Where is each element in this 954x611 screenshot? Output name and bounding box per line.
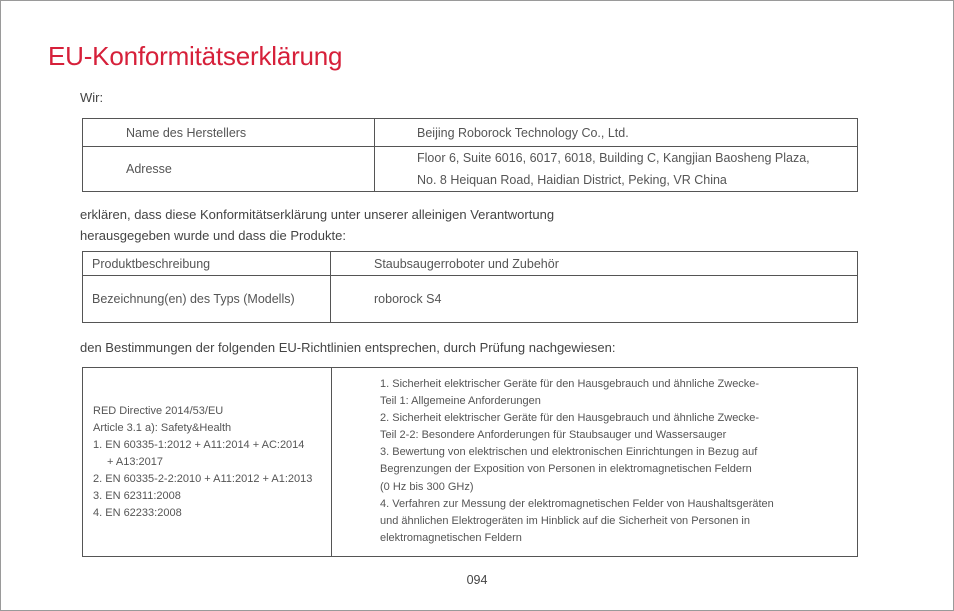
manufacturer-table xyxy=(82,118,858,192)
manufacturer-name-label: Name des Herstellers xyxy=(83,119,375,147)
address-label: Adresse xyxy=(83,147,375,192)
directive-standards xyxy=(83,368,332,557)
model-value: roborock S4 xyxy=(331,276,858,323)
description-line: elektromagnetischen Feldern xyxy=(380,531,522,544)
model-label: Bezeichnung(en) des Typs (Modells) xyxy=(83,276,331,323)
standard-line: Article 3.1 a): Safety&Health xyxy=(93,421,232,434)
address-line: Floor 6, Suite 6016, 6017, 6018, Building C, Kangjian Baosheng Plaza, xyxy=(417,151,810,165)
description-line: 1. Sicherheit elektrischer Geräte für den Hausgebrauch und ähnliche Zwecke- xyxy=(380,378,760,390)
table-row xyxy=(83,147,858,192)
description-line: 2. Sicherheit elektrischer Geräte für den Hausgebrauch und ähnliche Zwecke- xyxy=(380,412,760,425)
directive-descriptions xyxy=(332,368,858,557)
product-table xyxy=(82,251,858,323)
product-description-value: Staubsaugerroboter und Zubehör xyxy=(331,252,858,276)
description-line: 4. Verfahren zur Messung der elektromagnetischen Felder von Haushaltsgeräten xyxy=(380,497,774,510)
declaration-text xyxy=(80,204,780,246)
description-line: 3. Bewertung von elektrischen und elektronischen Einrichtungen in Bezug auf xyxy=(380,446,758,459)
manufacturer-name-value: Beijing Roborock Technology Co., Ltd. xyxy=(375,119,858,147)
table-row xyxy=(83,252,858,276)
description-line: Teil 1: Allgemeine Anforderungen xyxy=(380,395,541,408)
page-title: EU-Konformitätserklärung xyxy=(48,41,343,71)
declaration-line: erklären, dass diese Konformitätserklärung unter unserer alleinigen Verantwortung xyxy=(80,207,555,222)
intro-text: Wir: xyxy=(80,90,104,105)
standard-line: 1. EN 60335-1:2012 + A11:2014 + AC:2014 xyxy=(93,438,305,451)
description-line: und ähnlichen Elektrogeräten im Hinblick auf die Sicherheit von Personen in xyxy=(380,514,750,527)
directive-table xyxy=(82,367,858,557)
directive-statement: den Bestimmungen der folgenden EU-Richtlinien entsprechen, durch Prüfung nachgewiesen: xyxy=(80,340,616,355)
standard-line: + A13:2017 xyxy=(107,455,163,468)
table-row xyxy=(83,368,858,557)
description-line: Teil 2-2: Besondere Anforderungen für Staubsauger und Wassersauger xyxy=(380,429,727,442)
standard-line: 3. EN 62311:2008 xyxy=(93,489,181,502)
address-value xyxy=(375,147,858,192)
declaration-line: herausgegeben wurde und dass die Produkte: xyxy=(80,228,346,243)
address-line: No. 8 Heiquan Road, Haidian District, Peking, VR China xyxy=(417,173,727,187)
standard-line: RED Directive 2014/53/EU xyxy=(93,404,224,417)
table-row xyxy=(83,119,858,147)
description-line: (0 Hz bis 300 GHz) xyxy=(380,480,474,493)
description-line: Begrenzungen der Exposition von Personen in elektromagnetischen Feldern xyxy=(380,463,752,476)
table-row xyxy=(83,276,858,323)
standard-line: 4. EN 62233:2008 xyxy=(93,506,182,519)
product-description-label: Produktbeschreibung xyxy=(83,252,331,276)
standard-line: 2. EN 60335-2-2:2010 + A11:2012 + A1:2013 xyxy=(93,472,313,485)
page-number: 094 xyxy=(466,573,488,587)
